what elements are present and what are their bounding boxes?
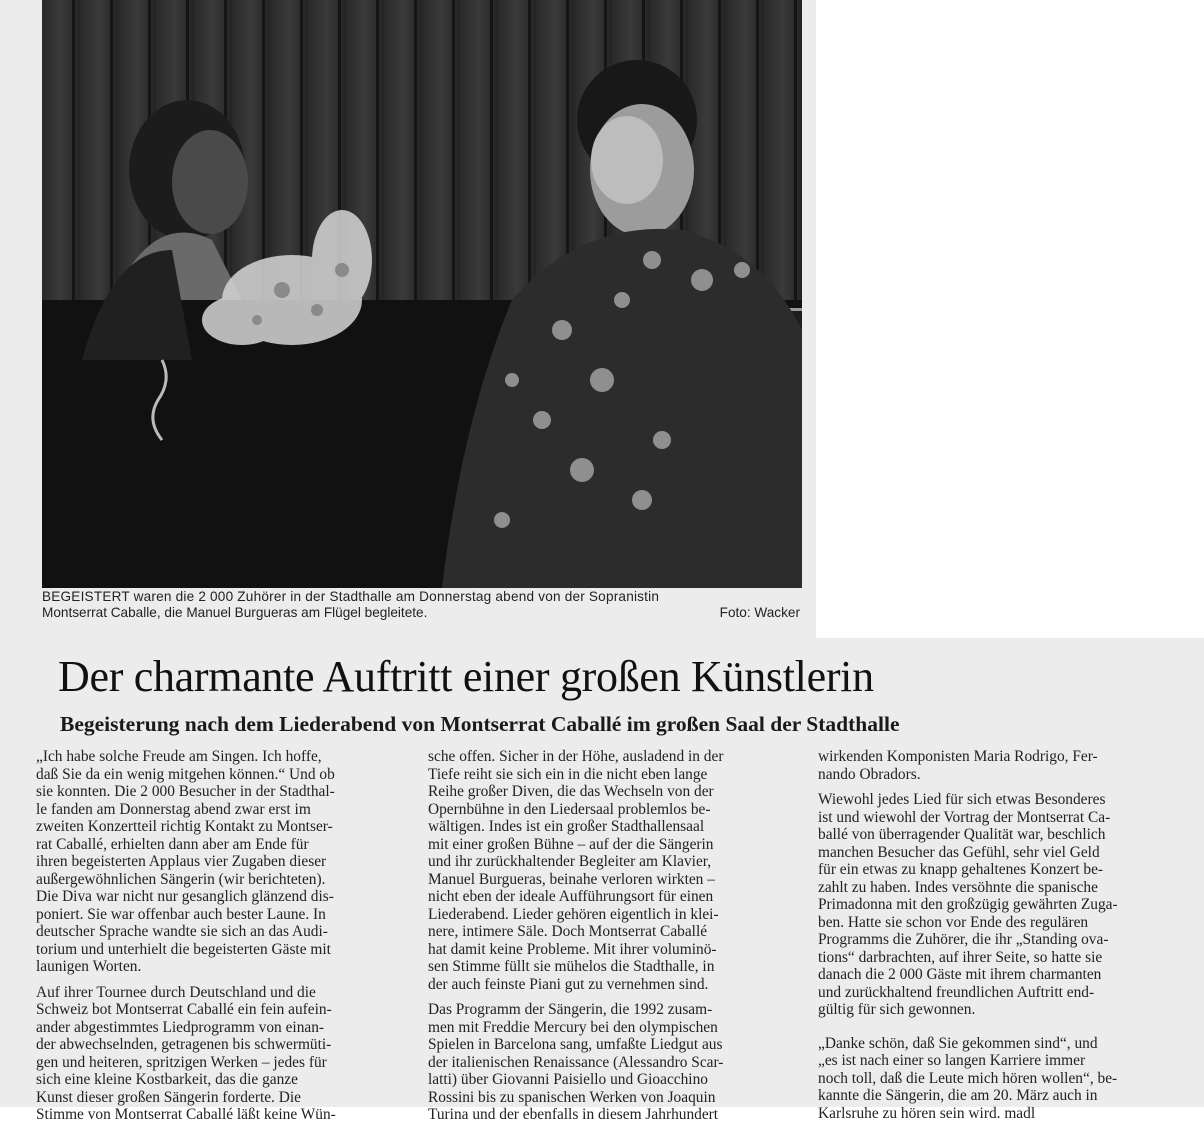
article-line: ist und wiewohl der Vortrag der Montserrat Ca- xyxy=(818,808,1111,826)
article-line: nicht eben der ideale Aufführungsort für einen xyxy=(428,888,714,905)
article-line: deutscher Sprache wandte sie sich an das Audi- xyxy=(36,923,328,940)
article-line: ballé von überragender Qualität war, beschlich xyxy=(818,826,1106,843)
article-line: gültig für sich gewonnen. xyxy=(818,1001,976,1018)
article-column-3 xyxy=(818,748,1196,1122)
paragraph-gap xyxy=(36,976,416,984)
article-line: Liederabend. Lieder gehören eigentlich in klei- xyxy=(428,905,719,923)
article-line: „es ist nach einer so langen Karriere immer xyxy=(818,1052,1086,1069)
article-headline: Der charmante Auftritt einer großen Künstlerin xyxy=(58,652,874,701)
article-line: Die Diva war nicht nur gesanglich glänzend dis- xyxy=(36,888,334,905)
article-line: hat damit keine Probleme. Mit ihrer voluminö- xyxy=(428,940,717,958)
article-line: latti) über Giovanni Paisiello und Gioacchino xyxy=(428,1071,708,1088)
article-line: Schweiz bot Montserrat Caballé ein fein aufein- xyxy=(36,1001,332,1018)
article-line: ihren begeisterten Applaus vier Zugaben dieser xyxy=(36,853,327,870)
paragraph-gap xyxy=(428,993,808,1001)
caption-line-1: BEGEISTERT waren die 2 000 Zuhörer in der Stadthalle am Donnerstag abend von der Sopranistin xyxy=(42,589,660,604)
paragraph-gap xyxy=(818,783,1196,791)
article-line: der auch feinste Piani gut zu vernehmen sind. xyxy=(428,975,709,993)
article-line: Wiewohl jedes Lied für sich etwas Besonderes xyxy=(818,791,1106,808)
article-line: für ein etwas zu knapp gehaltenes Konzert be- xyxy=(818,861,1104,878)
article-line: Turina und der ebenfalls in diesem Jahrhundert xyxy=(428,1106,719,1123)
article-line: Spielen in Barcelona sang, umfaßte Liedgut aus xyxy=(428,1036,723,1053)
article-line: danach die 2 000 Gäste mit ihrem charmanten xyxy=(818,966,1102,983)
article-line: torium und unterhielt die begeisterten Gäste mit xyxy=(36,940,331,958)
article-line: rat Caballé, erhielten dann aber am Ende für xyxy=(36,835,309,853)
article-line: zahlt zu haben. Indes versöhnte die spanische xyxy=(818,878,1098,896)
article-line: nere, intimere Säle. Doch Montserrat Caballé xyxy=(428,923,708,940)
article-line: der italienischen Renaissance (Alessandro Scar- xyxy=(428,1053,724,1071)
article-line: Primadonna mit den großzügig gewährten Zuga- xyxy=(818,896,1118,913)
article-line: Karlsruhe zu hören sein wird. madl xyxy=(818,1104,1036,1122)
article-line: der abwechselnden, getragenen bis schwermüti- xyxy=(36,1036,332,1053)
article-line: sich eine kleine Kostbarkeit, das die ganze xyxy=(36,1071,298,1088)
article-line: Programms die Zuhörer, die ihr „Standing ova- xyxy=(818,931,1109,948)
article-line: Das Programm der Sängerin, die 1992 zusam- xyxy=(428,1001,713,1018)
article-line: „Ich habe solche Freude am Singen. Ich hoffe, xyxy=(36,748,322,765)
article-column-1 xyxy=(36,748,416,1124)
article-line: außergewöhnlichen Sängerin (wir berichteten). xyxy=(36,870,326,888)
article-line: Manuel Burgueras, beinahe verloren wirkten – xyxy=(428,870,715,888)
article-line: wältigen. Indes ist ein großer Stadthallensaal xyxy=(428,818,705,835)
article-line: ander abgestimmtes Liedprogramm von einan- xyxy=(36,1018,325,1036)
article-line: mit einer großen Bühne – auf der die Sängerin xyxy=(428,835,714,853)
article-line: Opernbühne in den Liedersaal problemlos be- xyxy=(428,800,711,818)
caption-line-2: Montserrat Caballe, die Manuel Burgueras am Flügel begleitete. xyxy=(42,605,428,620)
paragraph-gap xyxy=(818,1027,1196,1035)
article-line: und zurückhaltend freundlichen Auftritt end- xyxy=(818,983,1095,1001)
article-line: men mit Freddie Mercury bei den olympischen xyxy=(428,1018,718,1036)
photo-credit: Foto: Wacker xyxy=(719,605,800,620)
article-line: manchen Besucher das Gefühl, sehr viel Geld xyxy=(818,843,1100,861)
article-line: poniert. Sie war offenbar auch bester Laune. In xyxy=(36,905,326,923)
article-line: und ihr zurückhaltender Begleiter am Klavier, xyxy=(428,853,712,870)
article-line: daß Sie da ein wenig mitgehen können.“ Und ob xyxy=(36,765,335,783)
article-subheadline: Begeisterung nach dem Liederabend von Montserrat Caballé im großen Saal der Stadthalle xyxy=(60,712,900,736)
article-line: wirkenden Komponisten Maria Rodrigo, Fer- xyxy=(818,748,1098,765)
article-line: Rossini bis zu spanischen Werken von Joaquin xyxy=(428,1088,716,1106)
paragraph-gap xyxy=(818,1019,1196,1027)
article-line: ben. Hatte sie schon vor Ende des regulären xyxy=(818,913,1089,931)
concert-photo xyxy=(42,0,802,588)
article-column-2 xyxy=(428,748,808,1124)
article-line: Stimme von Montserrat Caballé läßt keine Wün- xyxy=(36,1106,336,1123)
article-line: Reihe großer Diven, die das Wechseln von der xyxy=(428,783,714,800)
photo-caption xyxy=(42,589,802,621)
article-line: Auf ihrer Tournee durch Deutschland und die xyxy=(36,983,316,1001)
article-line: noch toll, daß die Leute mich hören wollen“, be- xyxy=(818,1069,1118,1087)
article-line: gen und heiteren, spritzigen Werken – jedes für xyxy=(36,1053,327,1071)
article-line: nando Obradors. xyxy=(818,765,921,783)
article-line: „Danke schön, daß Sie gekommen sind“, und xyxy=(818,1034,1098,1052)
article-line: tions“ darbrachten, auf ihrer Seite, so hatte sie xyxy=(818,948,1103,966)
article-line: sie konnten. Die 2 000 Besucher in der Stadthal- xyxy=(36,783,335,800)
article-line: kannte die Sängerin, die am 20. März auch in xyxy=(818,1087,1098,1104)
article-line: Tiefe reiht sie sich ein in die nicht eben lange xyxy=(428,765,708,783)
article-line: zweiten Konzertteil richtig Kontakt zu Montser- xyxy=(36,818,333,835)
article-line: Kunst dieser großen Sängerin forderte. Die xyxy=(36,1088,301,1106)
article-line: le fanden am Donnerstag abend zwar erst im xyxy=(36,800,311,818)
article-line: sche offen. Sicher in der Höhe, ausladend in der xyxy=(428,748,724,765)
article-line: sen Stimme füllt sie mühelos die Stadthalle, in xyxy=(428,958,715,975)
article-line: launigen Worten. xyxy=(36,958,142,975)
